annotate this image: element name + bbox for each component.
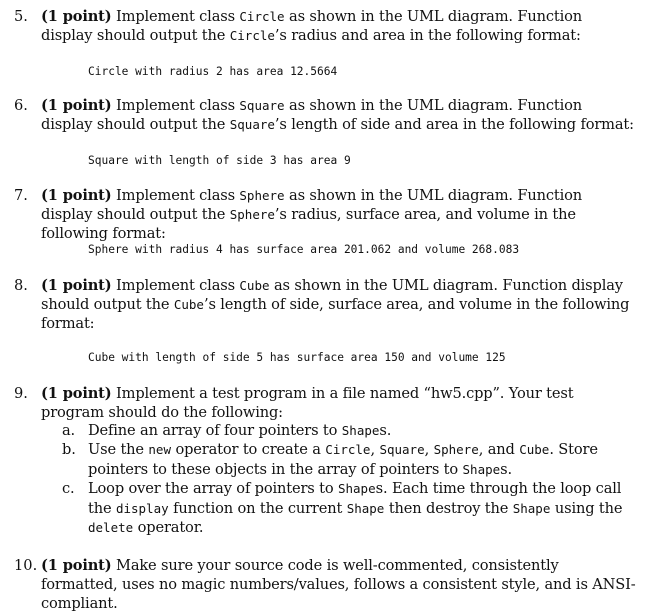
subitem-letter: b.	[62, 441, 76, 458]
question-text: (1 point) Implement class Circle as shown in the UML diagram. Function display should output the Circle’s radius and area in the following format:	[41, 8, 583, 44]
question-number: 10.	[14, 557, 38, 574]
subitem-text: Use the new operator to create a Circle, Square, Sphere, and Cube. Store pointers to these objects in the array of pointers to Shapes.	[88, 441, 598, 478]
points-label: (1 point)	[41, 8, 112, 25]
question-number: 9.	[14, 385, 28, 402]
class-name: Square	[229, 117, 275, 132]
question-text: (1 point) Implement class Sphere as shown in the UML diagram. Function display should output the Sphere’s radius, surface area, and volume in the following format:	[41, 187, 583, 242]
question-text: (1 point) Make sure your source code is well-commented, consistently formatted, uses no magic numbers/values, follows a consistent style, and is ANSI-compliant.	[41, 557, 636, 612]
class-name: Square	[239, 98, 285, 113]
question-number: 7.	[14, 187, 28, 204]
class-name: Circle	[239, 9, 285, 24]
subitem-letter: a.	[62, 422, 76, 439]
points-label: (1 point)	[41, 97, 112, 114]
points-label: (1 point)	[41, 277, 112, 294]
class-name: Cube	[239, 278, 270, 293]
question-text: (1 point) Implement class Cube as shown in the UML diagram. Function display should output the Cube’s length of side, surface area, and volume in the following format:	[41, 277, 630, 332]
question-number: 8.	[14, 277, 28, 294]
question-number: 6.	[14, 97, 28, 114]
class-name: Sphere	[229, 207, 275, 222]
question-number: 5.	[14, 8, 28, 25]
points-label: (1 point)	[41, 187, 112, 204]
class-name: Sphere	[239, 188, 285, 203]
question-text: (1 point) Implement a test program in a file named “hw5.cpp”. Your test program should do the following:	[41, 385, 574, 421]
sample-output-cube: Cube with length of side 5 has surface area 150 and volume 125	[88, 351, 506, 364]
sample-output-sphere: Sphere with radius 4 has surface area 201.062 and volume 268.083	[88, 243, 520, 256]
subitem-letter: c.	[62, 480, 75, 497]
sample-output-square: Square with length of side 3 has area 9	[88, 154, 351, 167]
subitem-text: Loop over the array of pointers to Shapes. Each time through the loop call the display function on the current Shape then destroy the Shape using the delete operator.	[88, 480, 623, 536]
points-label: (1 point)	[41, 385, 112, 402]
class-name: Cube	[173, 297, 204, 312]
question-text: (1 point) Implement class Square as shown in the UML diagram. Function display should output the Square’s length of side and area in the following format:	[41, 97, 634, 133]
subitem-text: Define an array of four pointers to Shapes.	[88, 422, 392, 439]
class-name: Circle	[229, 28, 275, 43]
sample-output-circle: Circle with radius 2 has area 12.5664	[88, 65, 338, 78]
points-label: (1 point)	[41, 557, 112, 574]
